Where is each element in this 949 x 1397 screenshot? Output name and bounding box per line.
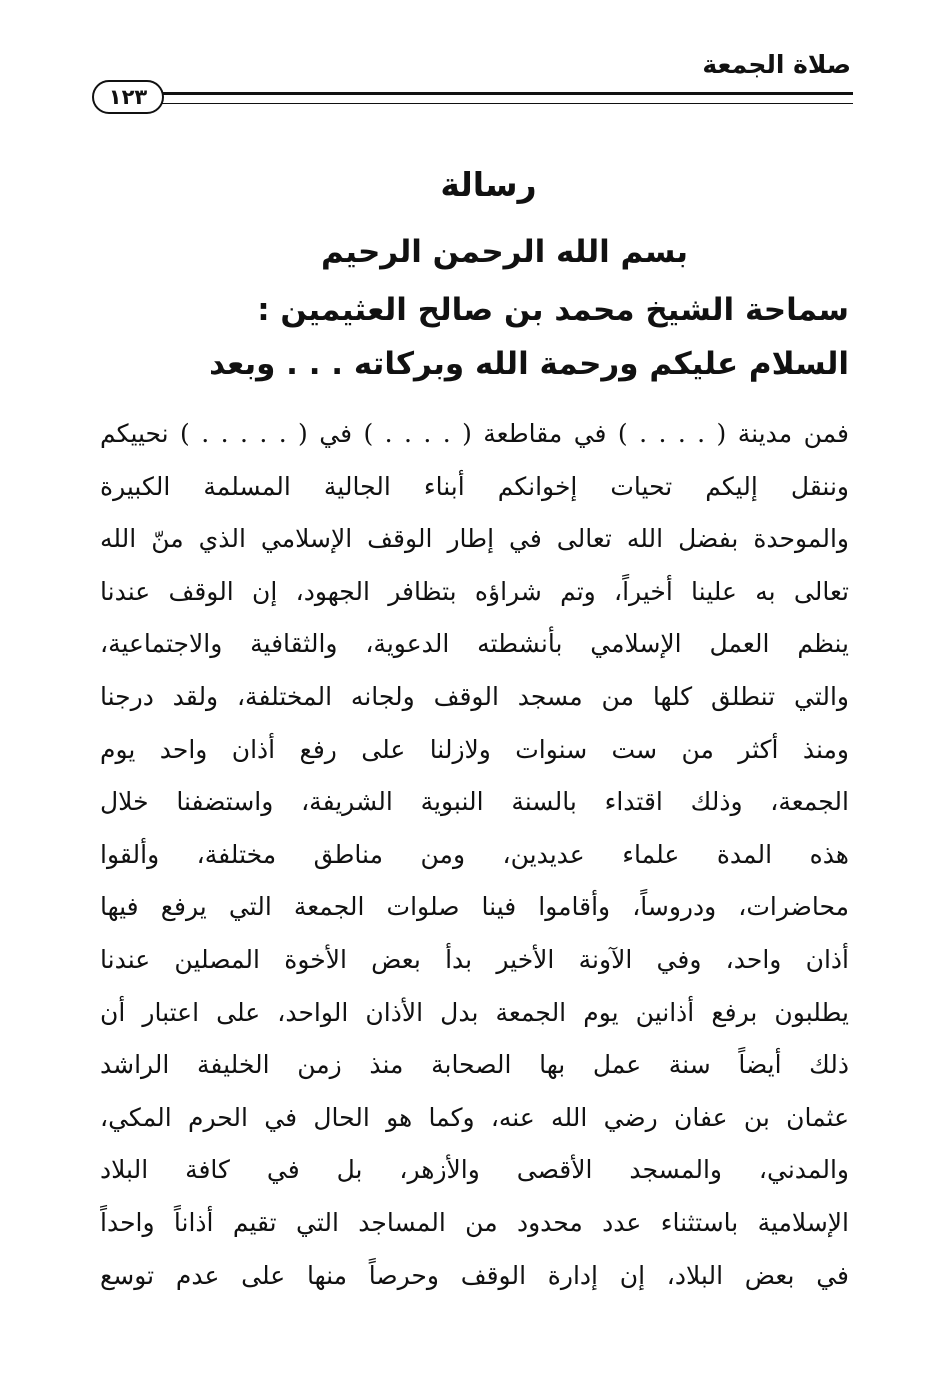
body-line: ومنذ أكثر من ست سنوات ولازلنا على رفع أذان واحد يوم [100,734,849,764]
body-line: ذلك أيضاً سنة عمل بها الصحابة منذ زمن الخليفة الراشد [100,1050,849,1080]
body-line: الإسلامية باستثناء عدد محدود من المساجد التي تقيم أذاناً واحداً [100,1207,849,1237]
running-title: صلاة الجمعة [702,50,851,79]
body-line: وننقل إليكم تحيات إخوانكم أبناء الجالية المسلمة الكبيرة [100,471,849,501]
header-rule [148,92,853,104]
body-line: ينظم العمل الإسلامي بأنشطته الدعوية، والثقافية والاجتماعية، [100,629,849,659]
letter-addressee: سماحة الشيخ محمد بن صالح العثيمين : [257,292,849,328]
body-text [100,408,849,1302]
body-line: والمدني، والمسجد الأقصى والأزهر، بل في كافة البلاد [100,1155,849,1185]
body-line: والموحدة بفضل الله تعالى في إطار الوقف الإسلامي الذي منّ الله [100,524,849,554]
body-line: يطلبون برفع أذانين يوم الجمعة بدل الأذان الواحد، على اعتبار أن [100,997,849,1027]
body-line: فمن مدينة ( . . . . ) في مقاطعة ( . . . . ) في ( . . . . . ) نحييكم [100,419,849,448]
body-line: الجمعة، وذلك اقتداء بالسنة النبوية الشريفة، واستضفنا خلال [100,787,849,817]
body-line: أذان واحد، وفي الآونة الأخير بدأ بعض الأخوة المصلين عندنا [100,944,849,974]
body-line: محاضرات، ودروساً، وأقاموا فينا صلوات الجمعة التي يرفع فيها [100,892,849,922]
letter-greeting: السلام عليكم ورحمة الله وبركاته . . . وبعد [209,346,849,382]
body-line: هذه المدة علماء عديدين، ومن مناطق مختلفة، وألقوا [100,839,849,869]
basmala: بسم الله الرحمن الرحيم [320,234,689,270]
page-number: ١٢٣ [92,80,164,114]
letter-title: رسالة [440,165,537,204]
body-line: تعالى به علينا أخيراً، وتم شراؤه بتظافر الجهود، إن الوقف عندنا [100,576,849,606]
body-line: في بعض البلاد، إن إدارة الوقف وحرصاً منها على عدم توسع [100,1260,849,1290]
body-line: عثمان بن عفان رضي الله عنه، وكما هو الحال في الحرم المكي، [100,1102,849,1132]
body-line: والتي تنطلق كلها من مسجد الوقف ولجانه المختلفة، ولقد درجنا [100,681,849,711]
